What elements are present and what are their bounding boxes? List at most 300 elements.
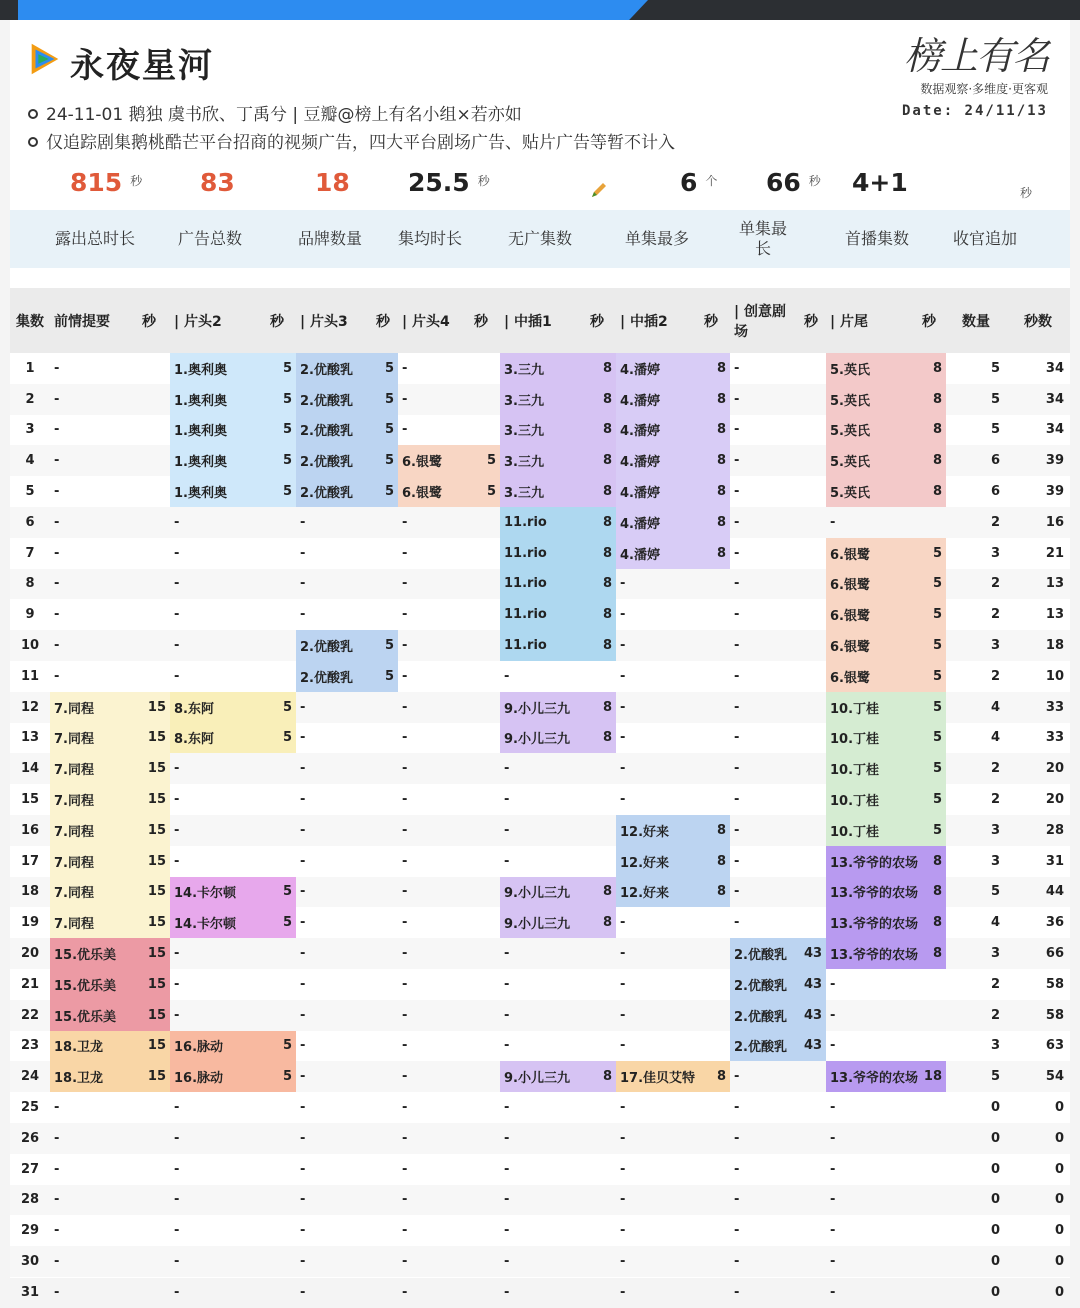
episode-number: 1 [25,360,35,376]
summary-cell: 5 [946,877,1006,908]
table-cell: - [398,630,470,661]
table-cell: - [730,1185,800,1216]
table-cell: - [730,877,800,908]
table-cell [470,1092,500,1123]
table-cell: 11.rio [500,569,586,600]
table-cell: - [500,753,586,784]
pencil-icon [590,181,608,199]
table-cell: 9.小儿三九 [500,723,586,754]
table-cell [470,907,500,938]
table-cell [372,846,398,877]
table-cell: - [300,1161,306,1177]
table-cell: - [402,545,408,561]
table-cell [372,1246,398,1277]
table-cell: - [296,507,372,538]
table-cell: - [398,1000,470,1031]
table-cell: - [616,753,700,784]
report-date: Date: 24/11/13 [901,103,1048,119]
table-cell: 6.银鹭 [826,599,918,630]
summary-cell: 54 [1006,1061,1070,1092]
table-cell: 8 [586,507,616,538]
table-cell: 8 [700,846,730,877]
table-cell [470,815,500,846]
table-cell: 5.英氏 [826,353,918,384]
table-row [10,599,1070,630]
table-cell: - [504,1100,510,1116]
table-cell [800,877,826,908]
table-cell [266,938,296,969]
table-cell [586,1246,616,1277]
table-cell: 8 [586,353,616,384]
table-cell: 15 [138,1000,170,1031]
table-cell [800,415,826,446]
column-header: | 创意剧场 [730,278,800,353]
table-cell [470,1123,500,1154]
table-cell: - [170,753,266,784]
episode-number: 31 [20,1284,40,1300]
page [10,20,1070,1300]
table-cell: 8 [586,599,616,630]
table-row [10,415,1070,446]
table-cell: 5 [372,476,398,507]
summary-cell: 3 [946,630,1006,661]
table-cell: 5 [918,815,946,846]
table-cell: 8 [700,877,730,908]
table-cell: 6.银鹭 [398,476,470,507]
summary-cell: 5 [946,384,1006,415]
table-cell: - [398,1246,470,1277]
table-cell: 8 [700,353,730,384]
table-cell [470,538,500,569]
table-cell [372,1123,398,1154]
summary-cell: 18 [1006,630,1070,661]
table-cell: - [504,668,510,684]
table-row [10,938,1070,969]
table-cell: - [296,753,372,784]
table-cell: - [402,730,408,746]
table-cell [800,907,826,938]
summary-cell: 6 [990,484,1000,500]
column-header: 秒 [266,278,296,353]
table-cell: 15 [138,907,170,938]
table-cell: 7.同程 [50,784,138,815]
table-cell: - [398,753,470,784]
table-cell: 14.卡尔顿 [170,907,266,938]
table-cell: 8 [586,1061,616,1092]
table-cell: 5 [266,1031,296,1062]
table-cell: 4.潘婷 [616,384,700,415]
episode-number: 21 [20,976,40,992]
episode-number: 8 [10,569,50,600]
table-cell [372,599,398,630]
table-row [10,846,1070,877]
table-cell: - [504,1161,510,1177]
table-cell: 6.银鹭 [826,538,918,569]
table-cell [700,569,730,600]
table-cell [470,630,500,661]
table-cell: - [402,976,408,992]
meta-line-2: 仅追踪剧集鹅桃酷芒平台招商的视频广告，四大平台剧场广告、贴片广告等暂不计入 [28,128,675,153]
summary-cell: 0 [1006,1185,1070,1216]
table-cell [266,507,296,538]
table-cell [470,1277,500,1308]
table-cell: - [402,1223,408,1239]
table-cell [138,1246,170,1277]
table-cell: 15 [138,1031,170,1062]
table-cell [700,938,730,969]
summary-cell: 16 [1006,507,1070,538]
table-cell: 11.rio [500,507,586,538]
table-cell: - [734,853,740,869]
table-cell: - [730,445,800,476]
column-header: | 片头3 [296,278,372,353]
table-cell: 7.同程 [50,815,138,846]
table-cell: - [402,668,408,684]
table-cell [470,599,500,630]
summary-cell: 36 [1045,915,1064,931]
summary-cell: 34 [1045,360,1064,376]
brand-logo: 榜上有名 [903,34,1048,78]
table-cell [138,661,170,692]
table-cell [372,877,398,908]
table-cell [138,445,170,476]
table-cell: 8 [700,1061,730,1092]
table-cell: - [500,938,586,969]
table-cell: 5 [266,1061,296,1092]
table-cell [372,538,398,569]
summary-cell: 2 [946,569,1006,600]
table-cell [800,753,826,784]
table-cell: - [174,1161,180,1177]
table-cell: - [730,753,800,784]
summary-cell: 21 [1045,545,1064,561]
table-cell [470,877,500,908]
table-cell [138,507,170,538]
table-cell: 15 [138,969,170,1000]
table-cell: - [402,1161,408,1177]
table-cell [266,846,296,877]
table-cell: 15 [138,1061,170,1092]
table-cell [586,784,616,815]
table-row [10,1277,1070,1308]
brand-tagline: 数据观察·多维度·更客观 [920,82,1048,96]
table-cell: 13.爷爷的农场 [826,907,918,938]
table-cell [266,815,296,846]
table-cell: 4.潘婷 [616,476,700,507]
table-cell [918,1277,946,1308]
table-cell [918,1154,946,1185]
episode-number: 22 [10,1000,50,1031]
table-cell: - [300,1223,306,1239]
table-row [10,692,1070,723]
table-cell [700,1092,730,1123]
column-header: 秒 [918,278,946,353]
table-cell: - [296,1000,372,1031]
table-cell [800,1123,826,1154]
table-cell: 5 [372,384,398,415]
table-cell: 5 [266,476,296,507]
table-cell [372,1277,398,1308]
table-cell [266,753,296,784]
table-cell: 4.潘婷 [616,415,700,446]
summary-cell: 0 [1054,1284,1064,1300]
table-cell: 15 [138,815,170,846]
table-cell: - [296,1061,372,1092]
table-cell: 7.同程 [50,723,138,754]
table-cell: 43 [800,1031,826,1062]
table-cell [266,1092,296,1123]
table-cell: - [300,792,306,808]
table-cell: 5.英氏 [826,445,918,476]
table-cell: 7.同程 [50,692,138,723]
summary-cell: 0 [990,1284,1000,1300]
table-cell: - [830,1223,836,1239]
summary-cell: 4 [990,915,1000,931]
table-cell: - [54,1284,60,1300]
table-cell: - [402,792,408,808]
episode-number: 29 [20,1223,40,1239]
table-cell: - [830,976,836,992]
table-cell: - [826,1000,918,1031]
table-cell: 43 [800,969,826,1000]
table-cell: 15 [138,784,170,815]
table-cell [372,1185,398,1216]
table-cell [918,1092,946,1123]
table-cell: 5 [266,415,296,446]
table-cell: 2.优酸乳 [296,630,372,661]
table-cell [586,1154,616,1185]
column-header: | 中插2 [616,278,700,353]
table-cell: 8 [700,538,730,569]
table-cell: 16.脉动 [170,1031,266,1062]
table-cell: 1.奥利奥 [170,415,266,446]
table-cell: 8 [700,476,730,507]
table-cell: 2.优酸乳 [296,384,372,415]
table-cell: 5 [372,353,398,384]
table-cell [470,969,500,1000]
table-cell: - [398,877,470,908]
table-cell: - [734,607,740,623]
summary-cell: 0 [990,1223,1000,1239]
table-cell: - [54,1223,60,1239]
table-cell [372,1000,398,1031]
table-cell: - [296,877,372,908]
table-cell [918,1246,946,1277]
table-cell: - [50,1246,138,1277]
summary-cell: 5 [946,1061,1006,1092]
episode-number: 30 [10,1246,50,1277]
table-cell [800,1277,826,1308]
summary-cell: 0 [946,1185,1006,1216]
table-cell: 5.英氏 [826,415,918,446]
stat-avg-duration: 25.5 $^秒$ [408,168,490,197]
table-cell: 14.卡尔顿 [170,877,266,908]
table-row [10,1123,1070,1154]
table-cell: 4.潘婷 [616,507,700,538]
table-cell: - [734,422,740,438]
table-cell [372,815,398,846]
table-cell: 5 [918,599,946,630]
table-cell [138,538,170,569]
table-cell [800,815,826,846]
table-cell [586,1031,616,1062]
summary-cell: 20 [1006,753,1070,784]
table-cell [700,1185,730,1216]
summary-cell: 39 [1045,484,1064,500]
table-cell [372,569,398,600]
episode-number: 23 [20,1038,40,1054]
table-cell: - [398,569,470,600]
table-cell: - [402,360,408,376]
table-cell: - [504,1223,510,1239]
episode-number: 16 [10,815,50,846]
table-cell: 8 [586,384,616,415]
table-cell: - [730,692,800,723]
table-cell: - [620,668,626,684]
table-cell: 3.三九 [500,415,586,446]
table-cell: - [398,815,470,846]
table-cell: - [730,1061,800,1092]
table-cell [138,1154,170,1185]
table-cell: - [620,1038,626,1054]
table-cell: - [734,1284,740,1300]
table-cell: 5 [266,353,296,384]
table-cell: 7.同程 [50,877,138,908]
table-cell: 12.好来 [616,815,700,846]
table-cell: 18.卫龙 [50,1031,138,1062]
table-cell: 5 [918,538,946,569]
table-cell: - [620,730,626,746]
table-cell: - [504,792,510,808]
table-cell: 7.同程 [50,907,138,938]
table-cell: 5 [266,907,296,938]
table-cell: 5 [372,630,398,661]
stat-brand-count: 18 [315,168,350,197]
table-cell [700,784,730,815]
table-cell: - [54,422,60,438]
table-cell: 5 [918,753,946,784]
table-cell: - [500,815,586,846]
table-cell [372,1154,398,1185]
summary-cell: 2 [990,792,1000,808]
table-cell: - [730,1123,800,1154]
table-cell [138,630,170,661]
table-cell: - [616,1123,700,1154]
table-cell [266,538,296,569]
label-finale-extra: 收官追加 [952,229,1017,248]
table-cell [586,753,616,784]
table-cell: - [734,668,740,684]
table-cell [586,815,616,846]
summary-cell: 33 [1045,730,1064,746]
table-cell: 8 [586,445,616,476]
table-cell: 5.英氏 [826,384,918,415]
table-cell [470,723,500,754]
table-cell [700,692,730,723]
table-cell [800,784,826,815]
bullet-icon [28,109,38,119]
table-cell: - [50,630,138,661]
table-cell: - [826,1185,918,1216]
table-cell: 6.银鹭 [826,569,918,600]
table-cell [470,353,500,384]
table-cell [800,846,826,877]
table-cell [918,507,946,538]
table-cell [372,1031,398,1062]
table-cell [700,753,730,784]
table-cell: 13.爷爷的农场 [826,1061,918,1092]
table-cell: 8 [586,692,616,723]
table-cell [266,1277,296,1308]
episode-number: 15 [20,792,40,808]
table-cell: 13.爷爷的农场 [826,938,918,969]
table-cell: - [734,1100,740,1116]
summary-cell: 4 [990,730,1000,746]
table-cell: - [830,1284,836,1300]
episode-number: 7 [25,545,35,561]
table-row [10,445,1070,476]
table-cell: 7.同程 [50,753,138,784]
table-cell [470,1246,500,1277]
table-cell: - [50,507,138,538]
table-cell [586,661,616,692]
table-cell: - [174,1284,180,1300]
table-cell [586,1215,616,1246]
table-cell: - [174,792,180,808]
table-cell [372,723,398,754]
column-header: 集数 [10,278,50,353]
table-cell: - [170,815,266,846]
table-cell: 5.英氏 [826,476,918,507]
table-cell: 5 [266,692,296,723]
summary-cell: 2 [946,1000,1006,1031]
top-bar [0,0,1080,20]
table-cell [372,938,398,969]
table-cell [700,630,730,661]
table-cell [138,384,170,415]
episode-number: 25 [20,1100,40,1116]
table-cell: - [616,1000,700,1031]
table-cell [800,538,826,569]
table-cell: - [734,915,740,931]
table-cell [470,1215,500,1246]
table-cell [138,1185,170,1216]
table-cell: - [54,668,60,684]
table-cell: - [50,1123,138,1154]
table-cell: 5 [372,445,398,476]
table-cell [700,907,730,938]
table-cell [700,1123,730,1154]
episode-number: 13 [20,730,40,746]
table-cell [586,1185,616,1216]
label-total-exposure: 露出总时长 [54,229,135,248]
column-header: 数量 [946,278,1006,353]
table-cell: 8 [918,877,946,908]
table-cell [800,569,826,600]
table-cell [470,1031,500,1062]
table-cell [700,599,730,630]
table-row [10,969,1070,1000]
column-header: | 片尾 [826,278,918,353]
table-cell [372,907,398,938]
table-cell: 4.潘婷 [616,538,700,569]
table-cell: - [170,1123,266,1154]
table-cell: 9.小儿三九 [500,907,586,938]
table-cell: 3.三九 [500,476,586,507]
summary-cell: 33 [1006,692,1070,723]
summary-cell: 58 [1045,976,1064,992]
summary-cell: 2 [990,607,1000,623]
